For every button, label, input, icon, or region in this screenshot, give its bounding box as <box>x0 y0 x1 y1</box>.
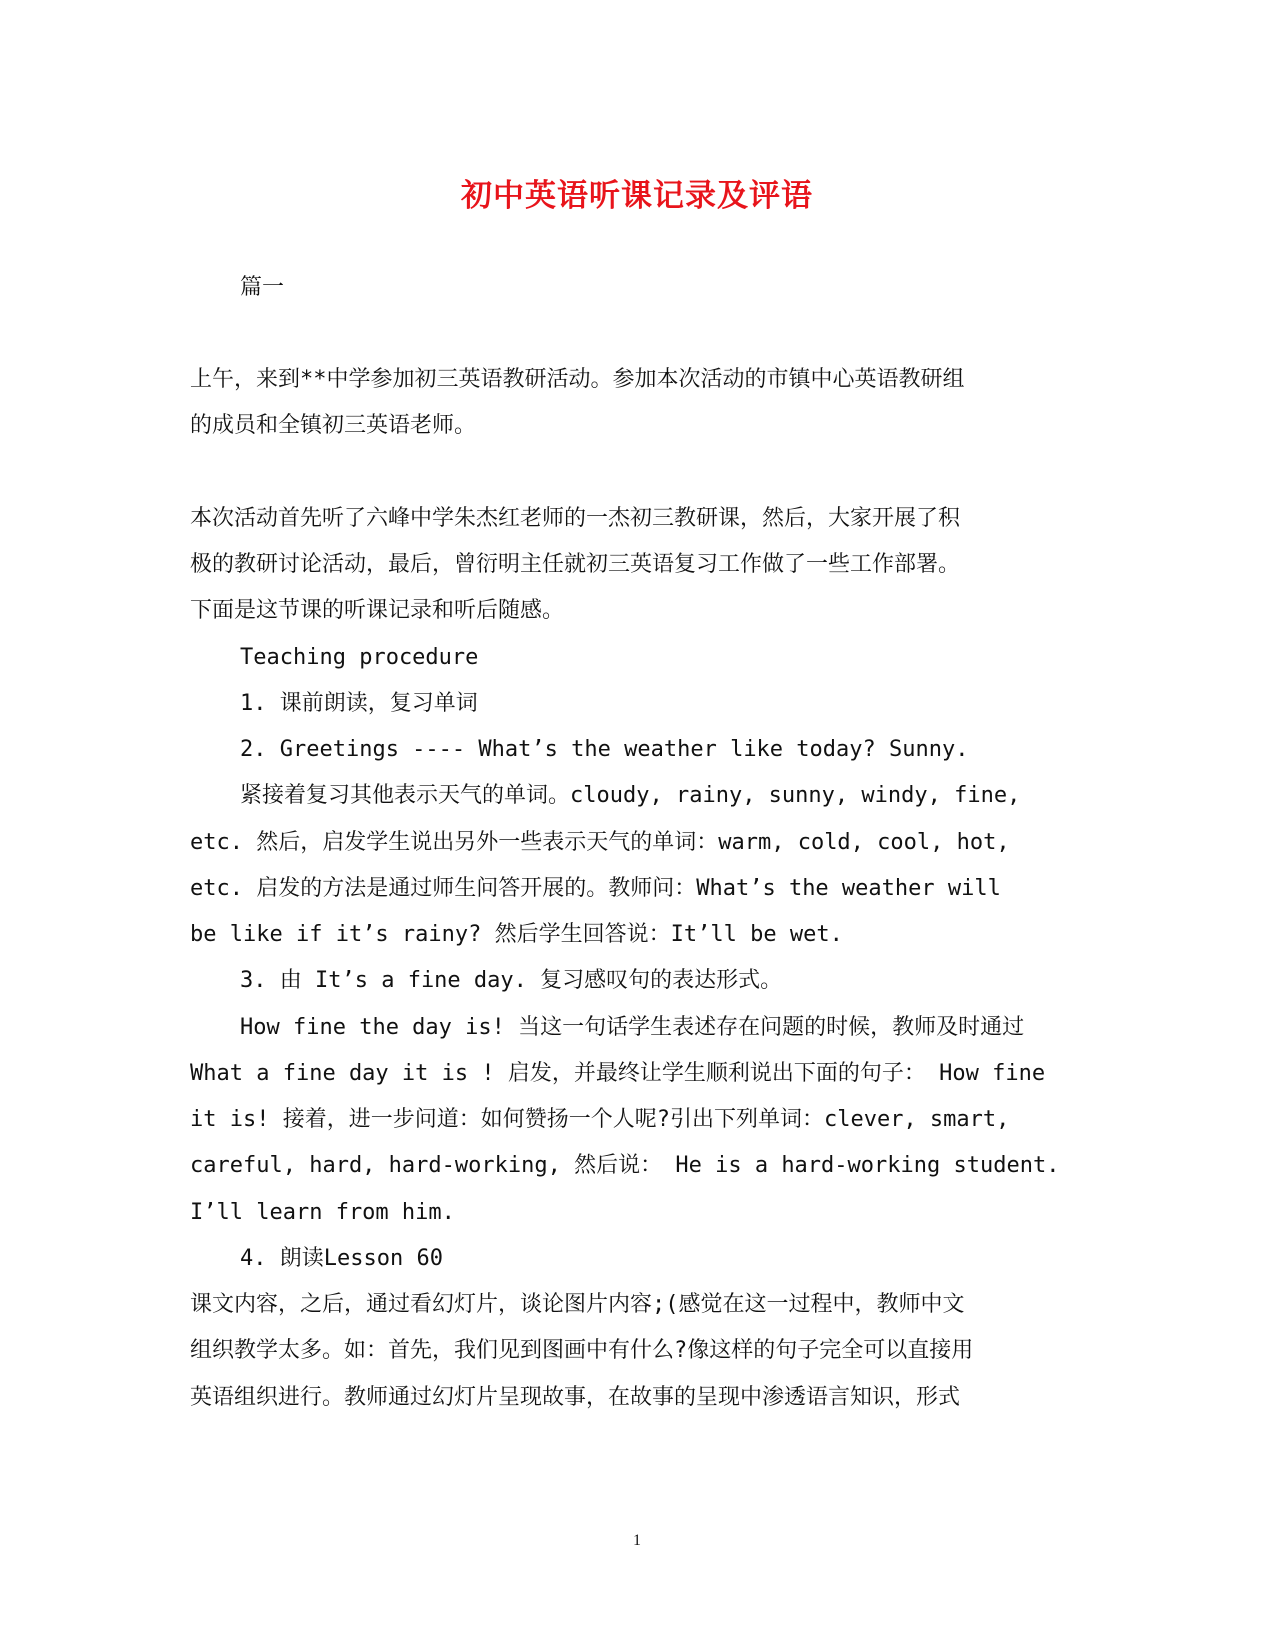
list-item: 3. 由 It’s a fine day. 复习感叹句的表达形式。 <box>240 968 783 993</box>
paragraph-line: 上午，来到**中学参加初三英语教研活动。参加本次活动的市镇中心英语教研组 <box>190 367 965 392</box>
paragraph-line: I’ll learn from him. <box>190 1200 455 1225</box>
paragraph-line: What a fine day it is ! 启发，并最终让学生顺利说出下面的句子： How fine <box>190 1061 1046 1086</box>
paragraph-line: 下面是这节课的听课记录和听后随感。 <box>190 598 565 623</box>
paragraph-line: 英语组织进行。教师通过幻灯片呈现故事，在故事的呈现中渗透语言知识，形式 <box>190 1385 961 1410</box>
paragraph-line: 课文内容，之后，通过看幻灯片，谈论图片内容;(感觉在这一过程中，教师中文 <box>190 1292 965 1317</box>
list-item: 4. 朗读Lesson 60 <box>240 1246 443 1271</box>
document-title: 初中英语听课记录及评语 <box>461 178 813 214</box>
paragraph-line: How fine the day is! 当这一句话学生表述存在问题的时候，教师及时通过 <box>240 1015 1025 1040</box>
page-number: 1 <box>633 1532 641 1549</box>
paragraph-line: etc. 启发的方法是通过师生问答开展的。教师问：What’s the weather will <box>190 876 1001 901</box>
list-item: 1. 课前朗读，复习单词 <box>240 691 478 716</box>
paragraph-line: etc. 然后，启发学生说出另外一些表示天气的单词：warm, cold, cool, hot, <box>190 830 1010 855</box>
paragraph-line: careful, hard, hard-working, 然后说： He is a hard-working student. <box>190 1153 1060 1178</box>
paragraph-line: Teaching procedure <box>240 645 479 670</box>
paragraph-line: 的成员和全镇初三英语老师。 <box>190 413 477 438</box>
paragraph-line: 极的教研讨论活动，最后，曾衍明主任就初三英语复习工作做了一些工作部署。 <box>190 552 961 577</box>
paragraph-line: 紧接着复习其他表示天气的单词。cloudy, rainy, sunny, windy, fine, <box>240 783 1021 808</box>
list-item: 2. Greetings ---- What’s the weather like today? Sunny. <box>240 737 969 762</box>
paragraph-line: 本次活动首先听了六峰中学朱杰红老师的一杰初三教研课，然后，大家开展了积 <box>190 506 961 531</box>
paragraph-line: it is! 接着，进一步问道：如何赞扬一个人呢?引出下列单词：clever, smart, <box>190 1107 1010 1132</box>
paragraph-line: be like if it’s rainy? 然后学生回答说：It’ll be wet. <box>190 922 843 947</box>
section-heading: 篇一 <box>240 275 285 300</box>
paragraph-line: 组织教学太多。如：首先，我们见到图画中有什么?像这样的句子完全可以直接用 <box>190 1338 974 1363</box>
